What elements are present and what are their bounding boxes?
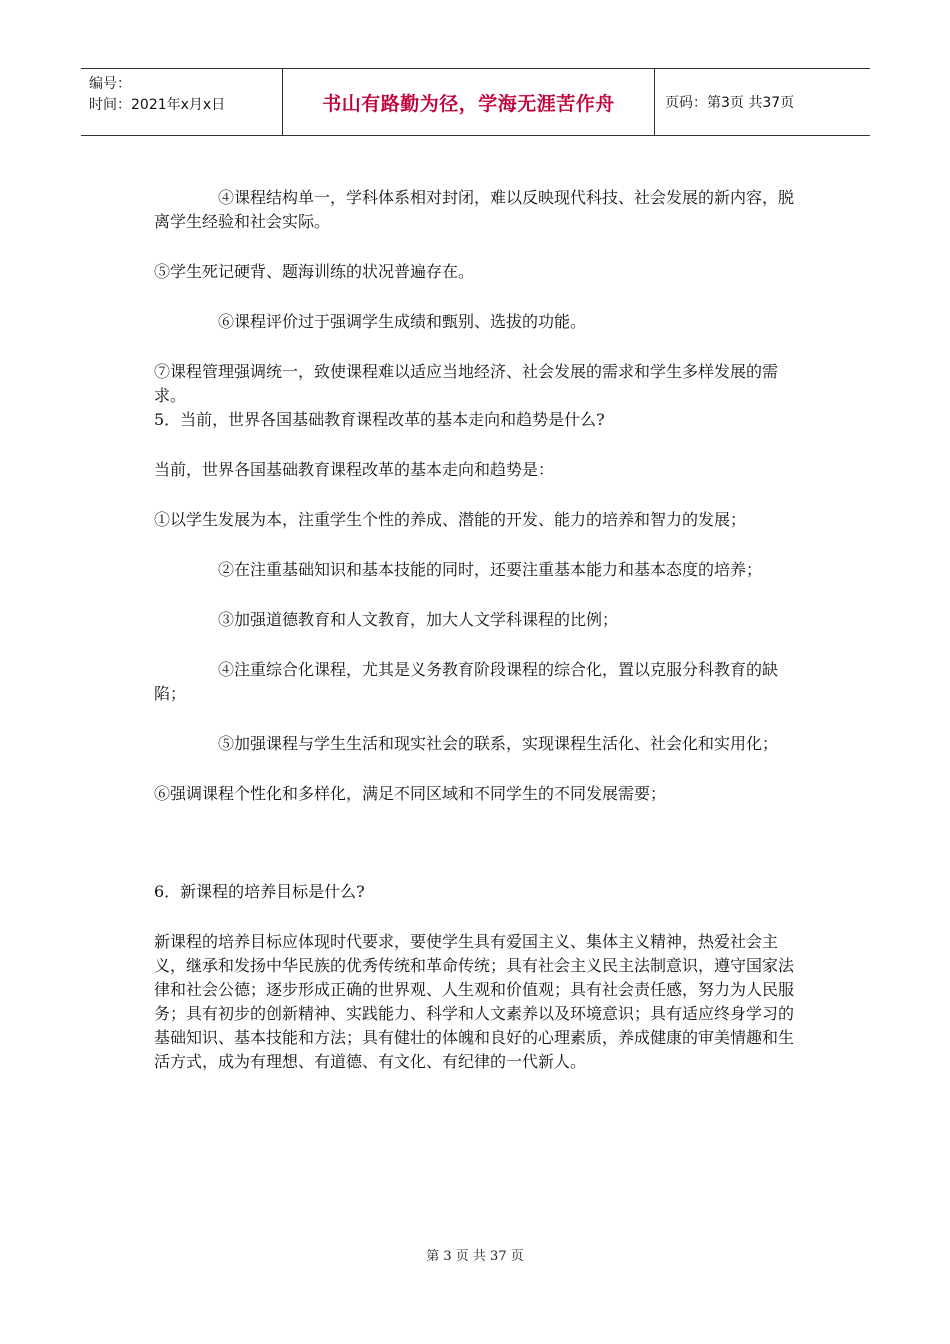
header-meta: [81, 69, 283, 135]
trend-item-3: ③加强道德教育和人文教育，加大人文学科课程的比例；: [218, 610, 619, 629]
paragraph-management: ⑦课程管理强调统一，致使课程难以适应当地经济、社会发展的需求和学生多样发展的需求。: [154, 362, 779, 405]
paragraph-evaluation: ⑥课程评价过于强调学生成绩和甄别、选拔的功能。: [218, 312, 587, 331]
page-footer: 第 3 页 共 37 页: [426, 1249, 524, 1264]
trend-item-2: ②在注重基础知识和基本技能的同时，还要注重基本能力和基本态度的培养；: [218, 560, 763, 579]
document-time-label: 时间：2021年x月x日: [89, 97, 226, 113]
trend-item-1: ①以学生发展为本，注重学生个性的养成、潜能的开发、能力的培养和智力的发展；: [154, 510, 747, 529]
document-number-label: 编号：: [89, 76, 131, 92]
section-spacer: [154, 806, 804, 880]
page-header: [81, 68, 870, 136]
trend-item-4: ④注重综合化课程，尤其是义务教育阶段课程的综合化，置以克服分科教育的缺陷；: [154, 660, 779, 703]
question-5: 5．当前，世界各国基础教育课程改革的基本走向和趋势是什么?: [154, 410, 605, 429]
trend-item-5: ⑤加强课程与学生生活和现实社会的联系，实现课程生活化、社会化和实用化；: [218, 734, 779, 753]
answer-6: 新课程的培养目标应体现时代要求，要使学生具有爱国主义、集体主义精神，热爱社会主义，继承和发扬中华民族的优秀传统和革命传统；具有社会主义民主法制意识，遵守国家法律和社会公德；逐步形成正确的世界观、人生观和价值观；具有社会责任感，努力为人民服务；具有初步的创新精神、实践能力、科学和人文素养以及环境意识；具有适应终身学习的基础知识、基本技能和方法；具有健壮的体魄和良好的心理素质，养成健康的审美情趣和生活方式，成为有理想、有道德、有文化、有纪律的一代新人。: [154, 932, 795, 1071]
header-motto: 书山有路勤为径，学海无涯苦作舟: [283, 69, 655, 135]
paragraph-rote-learning: ⑤学生死记硬背、题海训练的状况普遍存在。: [154, 262, 475, 281]
document-body: [154, 186, 804, 1100]
trend-item-6: ⑥强调课程个性化和多样化，满足不同区域和不同学生的不同发展需要；: [154, 784, 667, 803]
paragraph-course-structure: ④课程结构单一，学科体系相对封闭，难以反映现代科技、社会发展的新内容，脱离学生经验和社会实际。: [154, 188, 795, 231]
header-page-code: 页码：第3页 共37页: [665, 95, 795, 111]
question-6: 6．新课程的培养目标是什么?: [154, 882, 365, 901]
answer-5-intro: 当前，世界各国基础教育课程改革的基本走向和趋势是：: [154, 460, 555, 479]
